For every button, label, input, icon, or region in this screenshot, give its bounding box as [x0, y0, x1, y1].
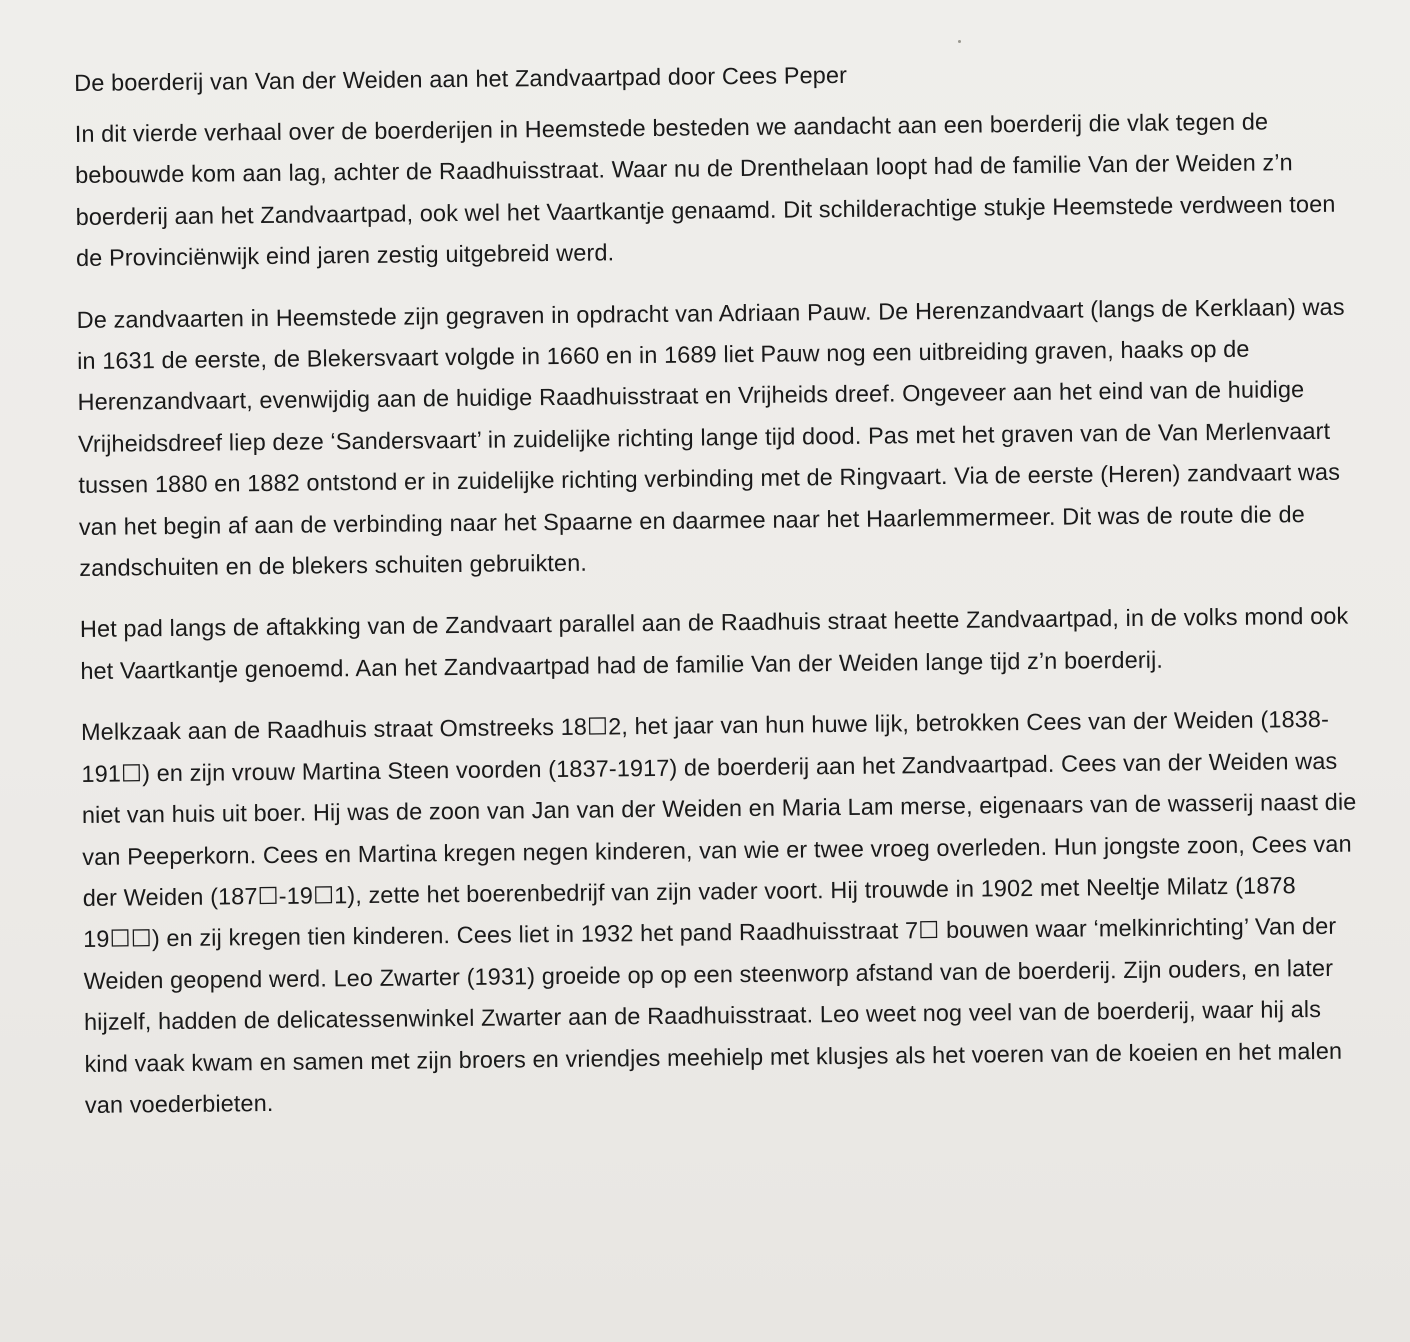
paragraph-1: In dit vierde verhaal over de boerderijen in Heemstede besteden we aandacht aan een boerderij die vlak tegen de bebouwde kom aan lag, achter de Raadhuisstraat. Waar nu de Drenthelaan loopt had de familie Van der Weiden z’n boerderij aan het Zandvaartpad, ook wel het Vaartkantje genaamd. Dit schilderachtige stukje Heemstede verdween toen de Provinciënwijk eind jaren zestig uitgebreid werd.	[74, 108, 1336, 272]
document-title: De boerderij van Van der Weiden aan het Zandvaartpad door Cees Peper	[74, 61, 848, 96]
document-body	[74, 49, 1369, 1127]
paragraph-4: Melkzaak aan de Raadhuis straat Omstreeks 18☐2, het jaar van hun huwe lijk, betrokken Cees van der Weiden (1838-191☐) en zijn vrouw Martina Steen voorden (1837-1917) de boerderij aan het Zandvaartpad. Cees van der Weiden was niet van huis uit boer. Hij was de zoon van Jan van der Weiden en Maria Lam merse, eigenaars van de wasserij naast die van Peeperkorn. Cees en Martina kregen negen kinderen, van wie er twee vroeg overleden. Hun jongste zoon, Cees van der Weiden (187☐-19☐1), zette het boerenbedrijf van zijn vader voort. Hij trouwde in 1902 met Neeltje Milatz (1878 19☐☐) en zij kregen tien kinderen. Cees liet in 1932 het pand Raadhuisstraat 7☐ bouwen waar ‘melkinrichting’ Van der Weiden geopend werd. Leo Zwarter (1931) groeide op op een steenworp afstand van de boerderij. Zijn ouders, en later hijzelf, hadden de delicatessenwinkel Zwarter aan de Raadhuisstraat. Leo weet nog veel van de boerderij, waar hij als kind vaak kwam en samen met zijn broers en vriendjes meehielp met klusjes als het voeren van de koeien en het malen van voederbieten.	[80, 706, 1357, 1118]
paper-speck	[958, 40, 961, 43]
paragraph-3: Het pad langs de aftakking van de Zandvaart parallel aan de Raadhuis straat heette Zandvaartpad, in de volks mond ook het Vaartkantje genoemd. Aan het Zandvaartpad had de familie Van der Weiden lange tijd z’n boerderij.	[79, 603, 1349, 684]
paragraph-2: De zandvaarten in Heemstede zijn gegraven in opdracht van Adriaan Pauw. De Herenzandvaart (langs de Kerklaan) was in 1631 de eerste, de Blekersvaart volgde in 1660 en in 1689 liet Pauw nog een uitbreiding graven, haaks op de Herenzandvaart, evenwijdig aan de huidige Raadhuisstraat en Vrijheids dreef. Ongeveer aan het eind van de huidige Vrijheidsdreef liep deze ‘Sandersvaart’ in zuidelijke richting lange tijd dood. Pas met het graven van de Van Merlenvaart tussen 1880 en 1882 ontstond er in zuidelijke richting verbinding met de Ringvaart. Via de eerste (Heren) zandvaart was van het begin af aan de verbinding naar het Spaarne en daarmee naar het Haarlemmermeer. Dit was de route die de zandschuiten en de blekers schuiten gebruikten.	[76, 293, 1345, 582]
